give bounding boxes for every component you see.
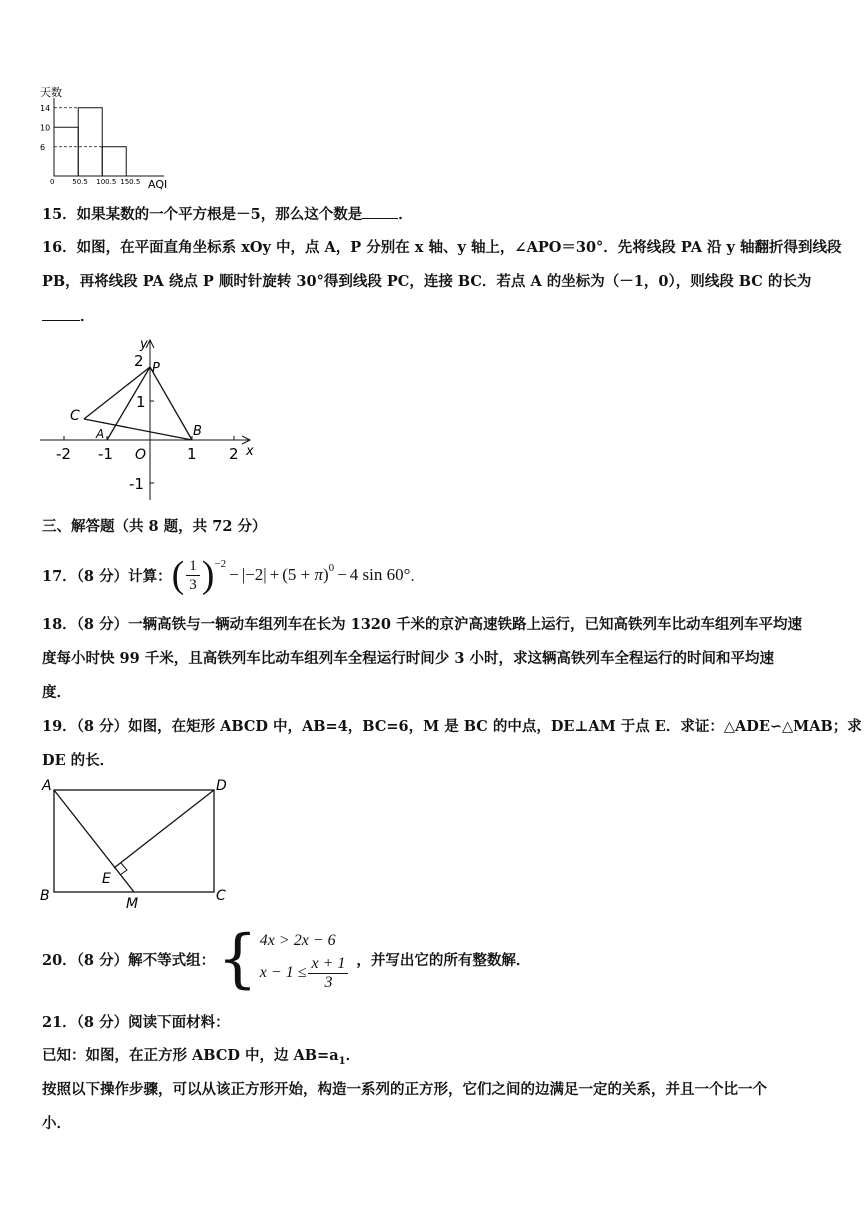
question-21-line1: 21．（8 分）阅读下面材料： <box>42 1014 230 1031</box>
tick-y1: 1 <box>136 393 146 411</box>
tick-xm2: -2 <box>56 445 71 463</box>
segment-am <box>54 790 134 892</box>
question-21-line2 <box>42 1046 360 1072</box>
histogram-y-tick: 6 <box>40 142 46 152</box>
label-m: M <box>126 896 139 912</box>
histogram-x-tick: 100.5 <box>96 178 117 186</box>
question-16-line1: 16．如图，在平面直角坐标系 xOy 中，点 A，P 分别在 x 轴、y 轴上，∠APO＝30°．先将线段 PA 沿 y 轴翻折得到线段 <box>42 239 842 256</box>
q17-suffix: ． <box>410 568 425 585</box>
q20-ineq2 <box>260 955 351 992</box>
q16-blank <box>42 306 80 321</box>
q20-ineq2-num: x + 1 <box>308 955 348 974</box>
label-o: O <box>135 447 147 463</box>
label-a: A <box>42 778 52 794</box>
histogram-x-tick: 150.5 <box>120 178 141 186</box>
segment-pb <box>150 367 192 440</box>
q20-system <box>260 927 351 992</box>
histogram-bar <box>54 127 78 176</box>
q20-brace: { <box>217 922 258 996</box>
question-18-line2: 度每小时快 99 千米，且高铁列车比动车组列车全程运行时间少 3 小时，求这辆高铁列车全程运行的时间和平均速 <box>42 650 774 667</box>
q15-blank <box>362 204 398 219</box>
histogram-x-label: AQI <box>148 178 168 191</box>
segment-de <box>114 790 214 868</box>
label-d: D <box>216 778 227 794</box>
q17-expression: ( $\frac{1}{3}$ ) $^{-2}$ − |−2| + (5 + π) $^0$ − 4 sin 60° <box>171 554 411 596</box>
histogram-figure <box>36 84 186 194</box>
right-angle-mark <box>120 863 127 875</box>
label-p: P <box>152 361 160 376</box>
histogram-bar <box>102 147 126 176</box>
histogram-y-label: 天数 <box>40 86 62 99</box>
q20-prefix: 20．（8 分）解不等式组： <box>42 951 216 969</box>
section-3-title: 三、解答题（共 8 题，共 72 分） <box>42 518 267 535</box>
label-x: x <box>246 444 254 459</box>
label-c: C <box>70 408 80 424</box>
tick-x1: 1 <box>187 445 197 463</box>
q20-suffix: ，并写出它的所有整数解． <box>356 951 531 969</box>
question-16-line3 <box>42 306 95 327</box>
tick-y2: 2 <box>134 352 144 370</box>
label-y: y <box>140 337 148 352</box>
q21-line2-sub: 1 <box>338 1055 346 1067</box>
rectangle-figure <box>36 776 236 912</box>
rectangle-abcd <box>54 790 214 892</box>
question-19-line1: 19．（8 分）如图，在矩形 ABCD 中，AB=4，BC=6，M 是 BC 的中点，DE⊥AM 于点 E．求证：△ADE∽△MAB；求 <box>42 718 862 735</box>
histogram-bar <box>78 108 102 176</box>
q20-ineq2-frac <box>308 955 348 992</box>
histogram-x-tick: 50.5 <box>72 178 88 186</box>
tick-x2: 2 <box>229 445 239 463</box>
q16-end: ． <box>80 308 95 325</box>
question-21-line3: 按照以下操作步骤，可以从该正方形开始，构造一系列的正方形，它们之间的边满足一定的关系，并且一个比一个 <box>42 1081 767 1098</box>
question-18-line1: 18．（8 分）一辆高铁与一辆动车组列车在长为 1320 千米的京沪高速铁路上运行，已知高铁列车比动车组列车平均速 <box>42 616 803 633</box>
q20-ineq2-den: 3 <box>324 973 333 991</box>
histogram-y-tick: 10 <box>40 123 51 133</box>
q21-line2-text: 已知：如图，在正方形 ABCD 中，边 AB=a <box>42 1047 339 1064</box>
question-18-line3: 度． <box>42 684 71 701</box>
tick-ym1: -1 <box>129 475 144 493</box>
q15-end: ． <box>398 206 413 223</box>
label-e: E <box>102 871 111 887</box>
question-17 <box>42 553 425 597</box>
question-16-line2: PB，再将线段 PA 绕点 P 顺时针旋转 30°得到线段 PC，连接 BC．若点 A 的坐标为（－1，0），则线段 BC 的长为 <box>42 273 812 290</box>
question-21-line4: 小． <box>42 1115 71 1132</box>
q20-ineq2-left: x − 1 ≤ <box>259 964 307 981</box>
q17-prefix: 17．（8 分）计算： <box>42 567 172 585</box>
question-15 <box>42 204 413 225</box>
q15-text: 15．如果某数的一个平方根是－5，那么这个数是 <box>42 206 363 223</box>
label-c: C <box>216 888 226 904</box>
histogram-y-tick: 14 <box>40 103 51 113</box>
question-19-line2: DE 的长． <box>42 752 115 769</box>
label-a: A <box>96 427 105 441</box>
question-20 <box>42 920 530 998</box>
histogram-x-tick: 0 <box>50 178 55 186</box>
q20-ineq1: 4x > 2x − 6 <box>259 931 336 949</box>
tick-xm1: -1 <box>98 445 113 463</box>
q21-line2-end: ． <box>345 1047 361 1064</box>
label-b: B <box>40 888 50 904</box>
coordinate-figure <box>36 334 266 506</box>
label-b: B <box>193 424 202 439</box>
